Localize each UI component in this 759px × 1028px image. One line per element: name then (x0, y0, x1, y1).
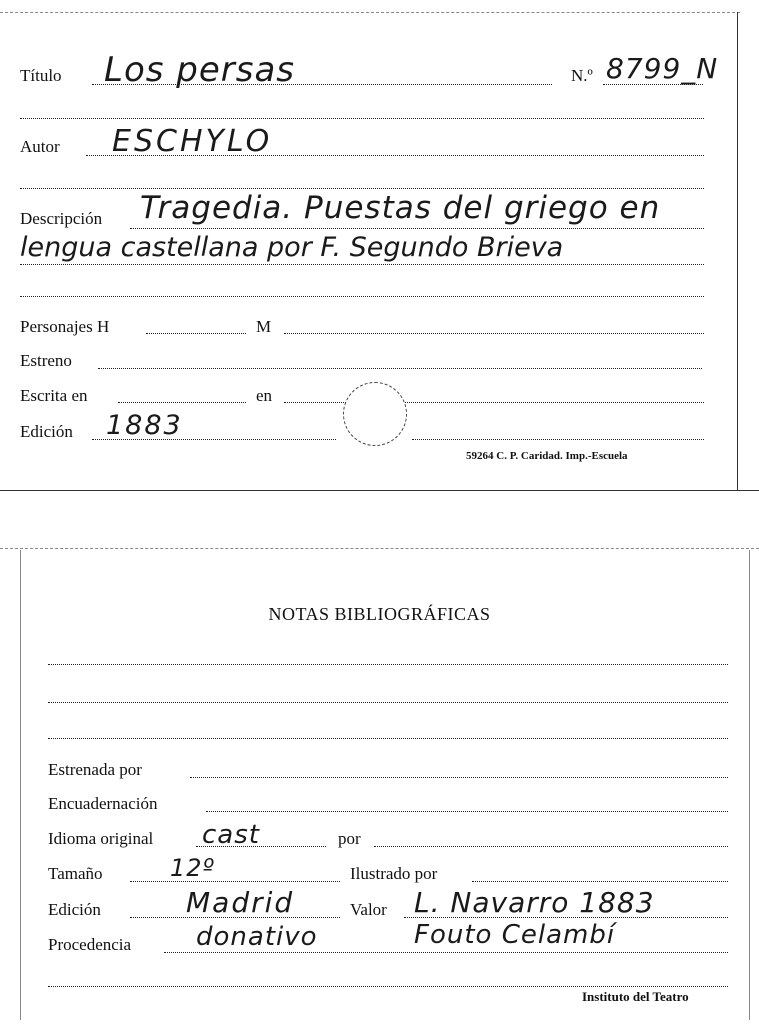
valor-value: L. Navarro 1883 (414, 886, 655, 919)
punch-hole (343, 382, 407, 446)
edicion-line-b (412, 439, 704, 440)
encuadernacion-label: Encuadernación (48, 794, 158, 813)
descripcion-line-2 (20, 264, 704, 265)
numero-value: 8799_N (606, 52, 719, 85)
notas-rule-1 (48, 664, 728, 665)
estreno-line (98, 368, 702, 369)
personajes-m-line (284, 333, 704, 334)
procedencia-label: Procedencia (48, 935, 132, 954)
valor-label: Valor (350, 900, 387, 919)
card2-edge-top (0, 548, 759, 549)
edicion-value: 1883 (106, 410, 183, 441)
autor-label: Autor (20, 137, 60, 156)
notas-rule-3 (48, 738, 728, 739)
ilustrado-label: Ilustrado por (350, 864, 438, 883)
autor-value: ESCHYLO (112, 124, 273, 159)
card-edge-right (737, 12, 738, 490)
descripcion-line-1 (130, 228, 704, 229)
notas-heading: NOTAS BIBLIOGRÁFICAS (268, 604, 491, 624)
personajes-h-line (146, 333, 246, 334)
edicion2-label: Edición (48, 900, 101, 919)
notas-rule-bottom (48, 986, 728, 987)
tamano-line (130, 881, 340, 882)
ilustrado-line (472, 881, 728, 882)
printer-imprint: 59264 C. P. Caridad. Imp.-Escuela (466, 450, 628, 462)
rule-2 (20, 188, 704, 189)
rule-3 (20, 296, 704, 297)
card-edge-top (0, 12, 740, 13)
encuadernacion-line (206, 811, 728, 812)
rule-1 (20, 118, 704, 119)
personajes-m-label: M (256, 317, 272, 336)
estreno-label: Estreno (20, 351, 72, 370)
descripcion-value-1: Tragedia. Puestas del griego en (140, 190, 661, 226)
escrita-line (118, 402, 246, 403)
titulo-value: Los persas (104, 50, 296, 90)
escrita-en-label: en (256, 386, 273, 405)
institute-footer: Instituto del Teatro (582, 989, 689, 1004)
descripcion-label: Descripción (20, 209, 103, 228)
card-edge-bottom (0, 490, 759, 491)
personajes-label: Personajes H (20, 317, 110, 336)
tamano-value: 12º (170, 854, 215, 882)
procedencia-value: donativo (196, 922, 318, 952)
procedencia-extra: Fouto Celambí (414, 920, 616, 950)
idioma-por-line (374, 846, 728, 847)
tamano-label: Tamaño (48, 864, 103, 883)
titulo-label: Título (20, 66, 62, 85)
edicion2-value: Madrid (186, 886, 295, 919)
escrita-label: Escrita en (20, 386, 88, 405)
notas-rule-2 (48, 702, 728, 703)
numero-label: N.º (571, 66, 593, 85)
idioma-value: cast (202, 820, 260, 850)
edicion-label: Edición (20, 422, 73, 441)
estrenada-label: Estrenada por (48, 760, 142, 779)
descripcion-value-2: lengua castellana por F. Segundo Brieva (20, 232, 564, 263)
estrenada-line (190, 777, 728, 778)
procedencia-line (164, 952, 728, 953)
idioma-por-label: por (338, 829, 361, 848)
idioma-label: Idioma original (48, 829, 154, 848)
